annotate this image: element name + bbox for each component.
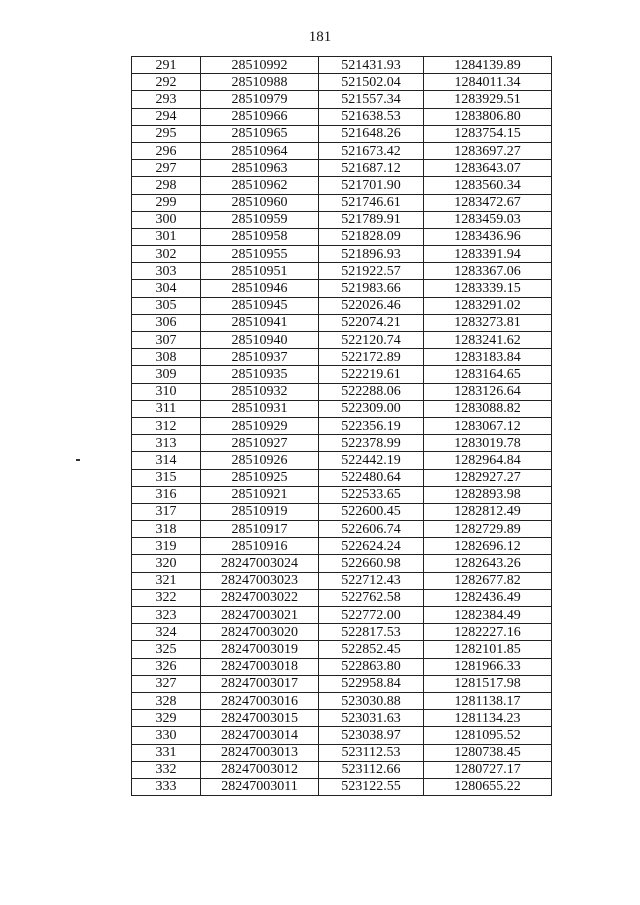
x-coordinate-cell: 522762.58 (319, 589, 424, 606)
y-coordinate-cell: 1283929.51 (424, 91, 552, 108)
table-row (132, 607, 552, 624)
y-coordinate-cell: 1283391.94 (424, 246, 552, 263)
x-coordinate-cell: 522533.65 (319, 486, 424, 503)
point-id-cell: 28510965 (201, 125, 319, 142)
y-coordinate-cell: 1281517.98 (424, 675, 552, 692)
table-row (132, 91, 552, 108)
x-coordinate-cell: 521557.34 (319, 91, 424, 108)
row-number-cell: 306 (132, 314, 201, 331)
y-coordinate-cell: 1283164.65 (424, 366, 552, 383)
row-number-cell: 316 (132, 486, 201, 503)
x-coordinate-cell: 522309.00 (319, 400, 424, 417)
table-row (132, 658, 552, 675)
point-id-cell: 28510963 (201, 160, 319, 177)
point-id-cell: 28247003024 (201, 555, 319, 572)
y-coordinate-cell: 1282436.49 (424, 589, 552, 606)
x-coordinate-cell: 523122.55 (319, 778, 424, 795)
point-id-cell: 28510955 (201, 246, 319, 263)
row-number-cell: 294 (132, 108, 201, 125)
point-id-cell: 28510966 (201, 108, 319, 125)
row-number-cell: 304 (132, 280, 201, 297)
point-id-cell: 28510931 (201, 400, 319, 417)
y-coordinate-cell: 1280727.17 (424, 761, 552, 778)
x-coordinate-cell: 522606.74 (319, 521, 424, 538)
table-row (132, 246, 552, 263)
y-coordinate-cell: 1283019.78 (424, 435, 552, 452)
row-number-cell: 305 (132, 297, 201, 314)
y-coordinate-cell: 1283273.81 (424, 314, 552, 331)
row-number-cell: 321 (132, 572, 201, 589)
y-coordinate-cell: 1283291.02 (424, 297, 552, 314)
x-coordinate-cell: 521648.26 (319, 125, 424, 142)
table-row (132, 349, 552, 366)
table-row (132, 297, 552, 314)
coordinates-table-body (132, 57, 552, 796)
x-coordinate-cell: 522442.19 (319, 452, 424, 469)
point-id-cell: 28510946 (201, 280, 319, 297)
x-coordinate-cell: 522378.99 (319, 435, 424, 452)
y-coordinate-cell: 1283067.12 (424, 417, 552, 434)
row-number-cell: 323 (132, 607, 201, 624)
table-row (132, 727, 552, 744)
table-row (132, 435, 552, 452)
y-coordinate-cell: 1283126.64 (424, 383, 552, 400)
point-id-cell: 28247003016 (201, 692, 319, 709)
point-id-cell: 28510926 (201, 452, 319, 469)
y-coordinate-cell: 1282101.85 (424, 641, 552, 658)
table-row (132, 486, 552, 503)
y-coordinate-cell: 1281138.17 (424, 692, 552, 709)
table-row (132, 589, 552, 606)
point-id-cell: 28510932 (201, 383, 319, 400)
y-coordinate-cell: 1283088.82 (424, 400, 552, 417)
table-row (132, 692, 552, 709)
y-coordinate-cell: 1283806.80 (424, 108, 552, 125)
point-id-cell: 28510945 (201, 297, 319, 314)
row-number-cell: 327 (132, 675, 201, 692)
x-coordinate-cell: 522480.64 (319, 469, 424, 486)
point-id-cell: 28510951 (201, 263, 319, 280)
table-row (132, 469, 552, 486)
row-number-cell: 301 (132, 228, 201, 245)
table-row (132, 314, 552, 331)
row-number-cell: 299 (132, 194, 201, 211)
point-id-cell: 28247003011 (201, 778, 319, 795)
x-coordinate-cell: 522958.84 (319, 675, 424, 692)
x-coordinate-cell: 522172.89 (319, 349, 424, 366)
point-id-cell: 28247003017 (201, 675, 319, 692)
x-coordinate-cell: 523112.53 (319, 744, 424, 761)
point-id-cell: 28510960 (201, 194, 319, 211)
table-row (132, 177, 552, 194)
row-number-cell: 309 (132, 366, 201, 383)
table-row (132, 761, 552, 778)
table-row (132, 383, 552, 400)
x-coordinate-cell: 522852.45 (319, 641, 424, 658)
point-id-cell: 28247003023 (201, 572, 319, 589)
point-id-cell: 28510964 (201, 142, 319, 159)
point-id-cell: 28247003020 (201, 624, 319, 641)
row-number-cell: 307 (132, 332, 201, 349)
x-coordinate-cell: 521922.57 (319, 263, 424, 280)
table-row (132, 778, 552, 795)
y-coordinate-cell: 1282729.89 (424, 521, 552, 538)
point-id-cell: 28247003019 (201, 641, 319, 658)
point-id-cell: 28510962 (201, 177, 319, 194)
y-coordinate-cell: 1283472.67 (424, 194, 552, 211)
x-coordinate-cell: 521701.90 (319, 177, 424, 194)
row-number-cell: 320 (132, 555, 201, 572)
x-coordinate-cell: 522219.61 (319, 366, 424, 383)
point-id-cell: 28510979 (201, 91, 319, 108)
row-number-cell: 314 (132, 452, 201, 469)
row-number-cell: 313 (132, 435, 201, 452)
table-row (132, 572, 552, 589)
row-number-cell: 292 (132, 74, 201, 91)
y-coordinate-cell: 1280655.22 (424, 778, 552, 795)
y-coordinate-cell: 1283436.96 (424, 228, 552, 245)
y-coordinate-cell: 1283241.62 (424, 332, 552, 349)
table-row (132, 744, 552, 761)
y-coordinate-cell: 1283339.15 (424, 280, 552, 297)
table-row (132, 142, 552, 159)
x-coordinate-cell: 522772.00 (319, 607, 424, 624)
x-coordinate-cell: 521431.93 (319, 57, 424, 74)
point-id-cell: 28510917 (201, 521, 319, 538)
x-coordinate-cell: 521673.42 (319, 142, 424, 159)
row-number-cell: 322 (132, 589, 201, 606)
y-coordinate-cell: 1282643.26 (424, 555, 552, 572)
point-id-cell: 28247003021 (201, 607, 319, 624)
x-coordinate-cell: 522660.98 (319, 555, 424, 572)
row-number-cell: 311 (132, 400, 201, 417)
y-coordinate-cell: 1282927.27 (424, 469, 552, 486)
point-id-cell: 28510927 (201, 435, 319, 452)
x-coordinate-cell: 523038.97 (319, 727, 424, 744)
point-id-cell: 28247003013 (201, 744, 319, 761)
point-id-cell: 28247003022 (201, 589, 319, 606)
point-id-cell: 28247003015 (201, 710, 319, 727)
row-number-cell: 332 (132, 761, 201, 778)
point-id-cell: 28510921 (201, 486, 319, 503)
y-coordinate-cell: 1283560.34 (424, 177, 552, 194)
x-coordinate-cell: 521828.09 (319, 228, 424, 245)
point-id-cell: 28510940 (201, 332, 319, 349)
x-coordinate-cell: 523030.88 (319, 692, 424, 709)
x-coordinate-cell: 522026.46 (319, 297, 424, 314)
row-number-cell: 302 (132, 246, 201, 263)
table-row (132, 641, 552, 658)
page-number: 181 (308, 29, 332, 45)
table-row (132, 211, 552, 228)
y-coordinate-cell: 1284139.89 (424, 57, 552, 74)
row-number-cell: 317 (132, 503, 201, 520)
row-number-cell: 319 (132, 538, 201, 555)
table-row (132, 228, 552, 245)
y-coordinate-cell: 1282677.82 (424, 572, 552, 589)
point-id-cell: 28510935 (201, 366, 319, 383)
y-coordinate-cell: 1282812.49 (424, 503, 552, 520)
row-number-cell: 296 (132, 142, 201, 159)
row-number-cell: 295 (132, 125, 201, 142)
table-row (132, 538, 552, 555)
y-coordinate-cell: 1280738.45 (424, 744, 552, 761)
table-row (132, 74, 552, 91)
table-row (132, 108, 552, 125)
x-coordinate-cell: 522863.80 (319, 658, 424, 675)
row-number-cell: 298 (132, 177, 201, 194)
x-coordinate-cell: 522600.45 (319, 503, 424, 520)
table-row (132, 675, 552, 692)
x-coordinate-cell: 521896.93 (319, 246, 424, 263)
point-id-cell: 28247003012 (201, 761, 319, 778)
x-coordinate-cell: 521983.66 (319, 280, 424, 297)
y-coordinate-cell: 1283697.27 (424, 142, 552, 159)
point-id-cell: 28510958 (201, 228, 319, 245)
x-coordinate-cell: 521789.91 (319, 211, 424, 228)
table-row (132, 332, 552, 349)
x-coordinate-cell: 523112.66 (319, 761, 424, 778)
table-row (132, 263, 552, 280)
y-coordinate-cell: 1283183.84 (424, 349, 552, 366)
row-number-cell: 324 (132, 624, 201, 641)
x-coordinate-cell: 521638.53 (319, 108, 424, 125)
y-coordinate-cell: 1282227.16 (424, 624, 552, 641)
row-number-cell: 293 (132, 91, 201, 108)
x-coordinate-cell: 522624.24 (319, 538, 424, 555)
point-id-cell: 28510937 (201, 349, 319, 366)
y-coordinate-cell: 1282384.49 (424, 607, 552, 624)
row-number-cell: 291 (132, 57, 201, 74)
y-coordinate-cell: 1284011.34 (424, 74, 552, 91)
y-coordinate-cell: 1281134.23 (424, 710, 552, 727)
row-number-cell: 329 (132, 710, 201, 727)
row-number-cell: 310 (132, 383, 201, 400)
table-row (132, 366, 552, 383)
table-row (132, 624, 552, 641)
point-id-cell: 28510988 (201, 74, 319, 91)
x-coordinate-cell: 521502.04 (319, 74, 424, 91)
row-number-cell: 333 (132, 778, 201, 795)
coordinates-table (131, 56, 552, 796)
row-number-cell: 331 (132, 744, 201, 761)
row-number-cell: 308 (132, 349, 201, 366)
y-coordinate-cell: 1283643.07 (424, 160, 552, 177)
y-coordinate-cell: 1283367.06 (424, 263, 552, 280)
row-number-cell: 297 (132, 160, 201, 177)
point-id-cell: 28247003014 (201, 727, 319, 744)
x-coordinate-cell: 521746.61 (319, 194, 424, 211)
table-row (132, 503, 552, 520)
x-coordinate-cell: 522817.53 (319, 624, 424, 641)
point-id-cell: 28510919 (201, 503, 319, 520)
x-coordinate-cell: 521687.12 (319, 160, 424, 177)
table-row (132, 194, 552, 211)
table-row (132, 400, 552, 417)
x-coordinate-cell: 522712.43 (319, 572, 424, 589)
stray-mark (76, 459, 80, 461)
x-coordinate-cell: 522288.06 (319, 383, 424, 400)
y-coordinate-cell: 1283754.15 (424, 125, 552, 142)
row-number-cell: 312 (132, 417, 201, 434)
y-coordinate-cell: 1282696.12 (424, 538, 552, 555)
x-coordinate-cell: 523031.63 (319, 710, 424, 727)
row-number-cell: 300 (132, 211, 201, 228)
table-row (132, 160, 552, 177)
table-row (132, 417, 552, 434)
row-number-cell: 315 (132, 469, 201, 486)
y-coordinate-cell: 1281966.33 (424, 658, 552, 675)
y-coordinate-cell: 1283459.03 (424, 211, 552, 228)
point-id-cell: 28510959 (201, 211, 319, 228)
row-number-cell: 325 (132, 641, 201, 658)
x-coordinate-cell: 522356.19 (319, 417, 424, 434)
point-id-cell: 28510992 (201, 57, 319, 74)
table-row (132, 452, 552, 469)
point-id-cell: 28510925 (201, 469, 319, 486)
point-id-cell: 28510941 (201, 314, 319, 331)
x-coordinate-cell: 522074.21 (319, 314, 424, 331)
point-id-cell: 28510916 (201, 538, 319, 555)
y-coordinate-cell: 1282964.84 (424, 452, 552, 469)
x-coordinate-cell: 522120.74 (319, 332, 424, 349)
row-number-cell: 303 (132, 263, 201, 280)
point-id-cell: 28247003018 (201, 658, 319, 675)
row-number-cell: 326 (132, 658, 201, 675)
y-coordinate-cell: 1282893.98 (424, 486, 552, 503)
row-number-cell: 328 (132, 692, 201, 709)
point-id-cell: 28510929 (201, 417, 319, 434)
table-row (132, 125, 552, 142)
y-coordinate-cell: 1281095.52 (424, 727, 552, 744)
table-row (132, 555, 552, 572)
row-number-cell: 330 (132, 727, 201, 744)
table-row (132, 280, 552, 297)
row-number-cell: 318 (132, 521, 201, 538)
table-row (132, 710, 552, 727)
table-row (132, 521, 552, 538)
table-row (132, 57, 552, 74)
